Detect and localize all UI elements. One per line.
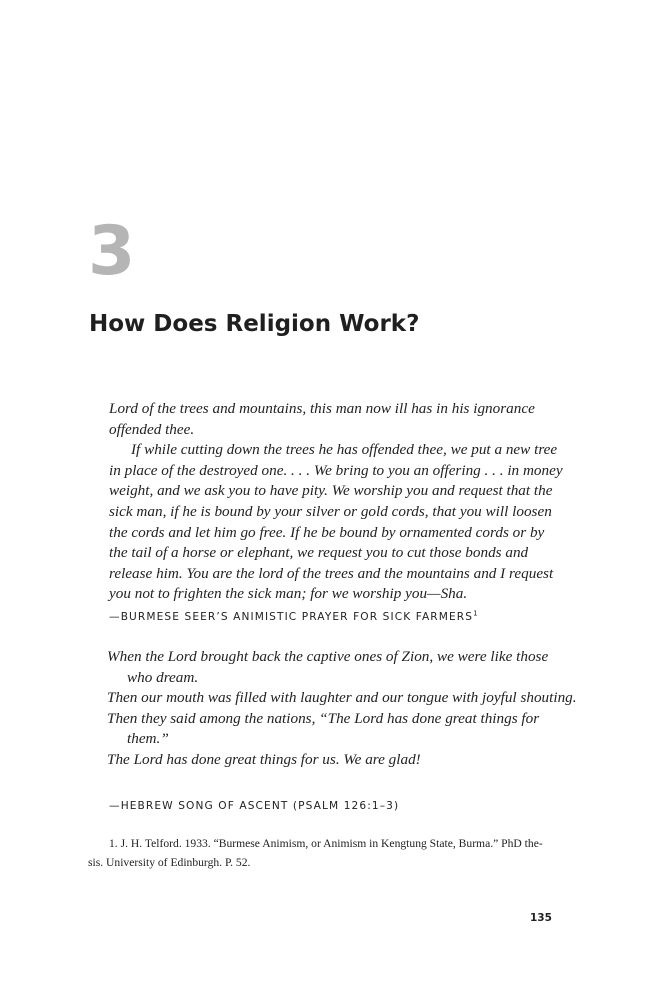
epigraph-line: the tail of a horse or elephant, we request you to cut those bonds and — [109, 544, 529, 562]
footnote-marker: 1 — [473, 609, 479, 618]
footnote — [88, 834, 558, 872]
psalm-verse: The Lord has done great things for us. We are glad! — [107, 750, 421, 768]
page-number: 135 — [530, 912, 552, 924]
epigraph-line: Lord of the trees and mountains, this man now ill has in his ignorance — [109, 400, 535, 417]
footnote-line: 1. J. H. Telford. 1933. “Burmese Animism, or Animism in Kengtung State, Burma.” PhD the- — [109, 837, 543, 850]
epigraph-attribution — [109, 609, 479, 623]
epigraph-line: you not to frighten the sick man; for we worship you—Sha. — [109, 585, 468, 603]
chapter-title: How Does Religion Work? — [89, 311, 420, 337]
epigraph-line: offended thee. — [109, 420, 195, 438]
epigraph-line: release him. You are the lord of the trees and the mountains and I request — [109, 564, 554, 582]
epigraph-line: sick man, if he is bound by your silver or gold cords, that you will loosen — [109, 502, 552, 520]
psalm-verse: Then they said among the nations, “The Lord has done great things for them.” — [107, 709, 540, 748]
epigraph-psalm — [107, 647, 577, 771]
epigraph-line: in place of the destroyed one. . . . We bring to you an offering . . . in money — [109, 461, 563, 479]
epigraph-attribution: —HEBREW SONG OF ASCENT (PSALM 126:1–3) — [109, 800, 400, 812]
epigraph-prayer — [109, 399, 579, 605]
epigraph-line: If while cutting down the trees he has offended thee, we put a new tree — [131, 441, 558, 459]
psalm-verse: Then our mouth was filled with laughter and our tongue with joyful shouting. — [107, 689, 577, 707]
epigraph-line: the cords and let him go free. If he be bound by ornamented cords or by — [109, 523, 545, 541]
psalm-verse: When the Lord brought back the captive ones of Zion, we were like those who dream. — [107, 648, 549, 686]
attribution-text: —BURMESE SEER’S ANIMISTIC PRAYER FOR SICK FARMERS — [109, 611, 474, 623]
footnote-line: sis. University of Edinburgh. P. 52. — [88, 856, 251, 869]
epigraph-line: weight, and we ask you to have pity. We worship you and request that the — [109, 482, 553, 500]
chapter-number: 3 — [88, 212, 136, 291]
